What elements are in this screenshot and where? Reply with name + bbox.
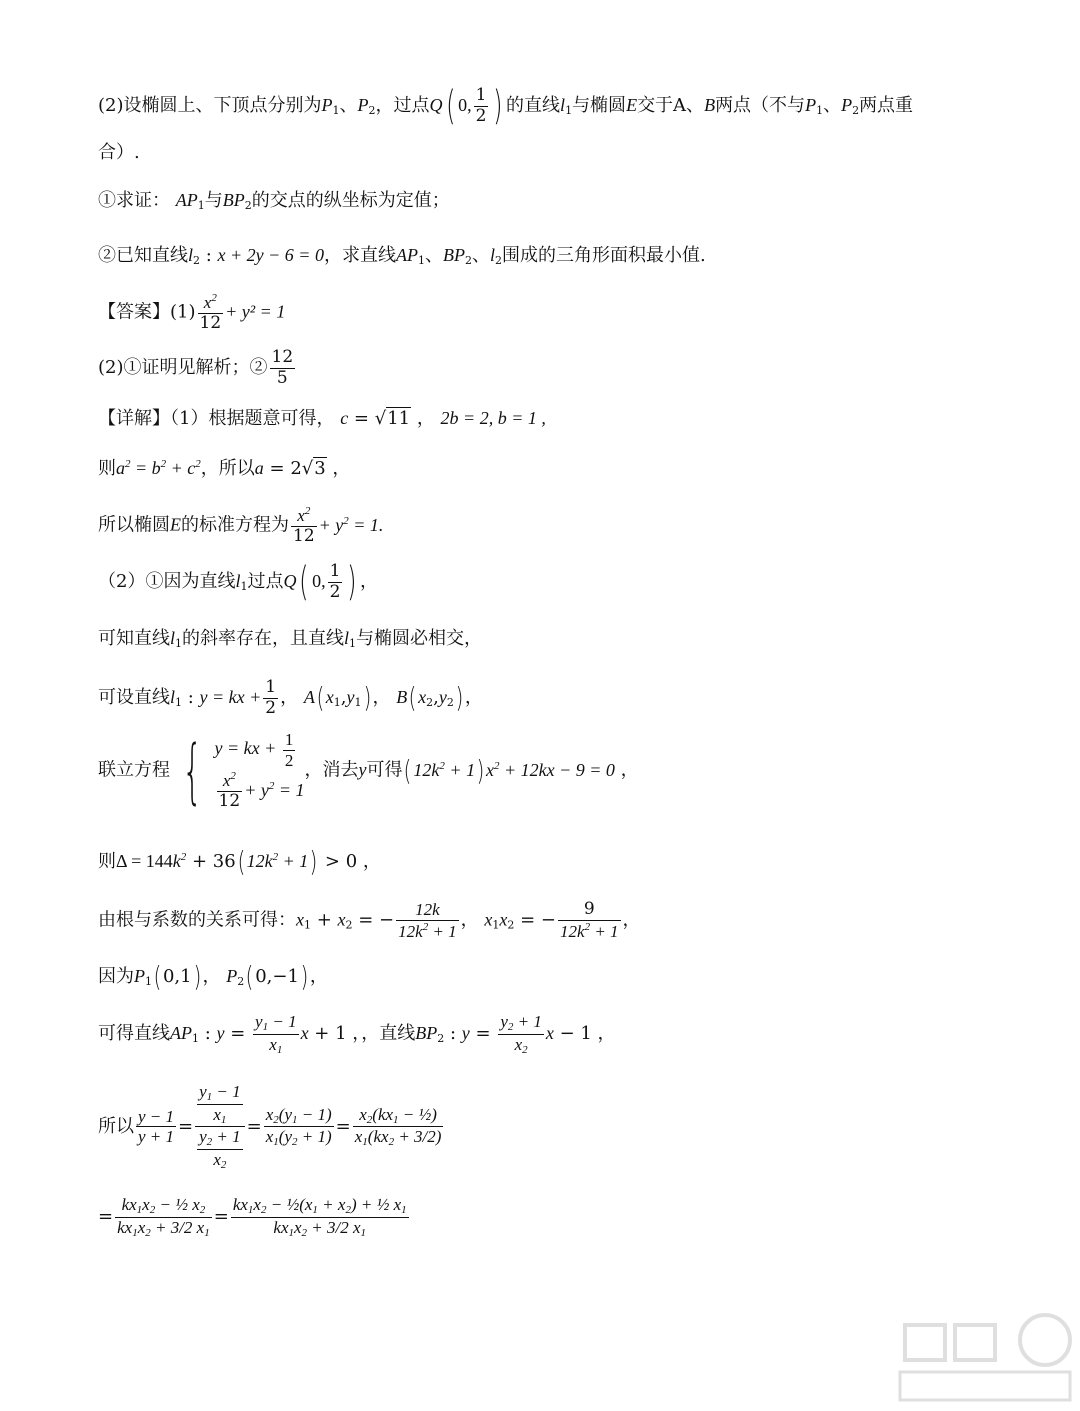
q2-text: 的直线	[506, 95, 561, 117]
q2-text: 合）.	[98, 142, 140, 163]
answer-line-1: 【答案】(1) $\frac{x^2}{12}$ + y² = 1	[98, 292, 286, 333]
sub1-text: 的交点的纵坐标为定值；	[251, 190, 450, 211]
detail-line-13: = $\frac{kx_1x_2 - \frac{1}{2} x_2}{kx_1x_2 + 3/2 x_1}$ = $\frac{kx_1x_2 - \frac{1}{2}(x_1 + x_2) + \frac{1}{2} x_1}{kx_1x_2 + 3/2 x_1}$	[98, 1195, 407, 1239]
detail-line-7: 联立方程 { y = kx + $\frac{1}{2}$ $\frac{x^2}{12}$ + $y^2 = 1$ ，消去y可得$(12k^2 + 1)x^2 + 12kx - 9 = 0$ ，	[98, 729, 639, 812]
detail-text: 联立方程	[98, 759, 170, 781]
detail-text: 所以	[98, 1115, 134, 1137]
sub2-text: 围成的三角形面积最小值.	[501, 245, 706, 266]
answer-part2: (2)①证明见解析；②	[98, 357, 268, 379]
line-l2-equation: x + 2y − 6 = 0	[217, 245, 324, 265]
q2-line-1: (2)设椭圆上、下顶点分别为$P_1$、$P_2$，过点Q( 0, $\frac{1}{2}$ ) 的直线$l_1$与椭圆E交于A、B两点（不与$P_1$、$P_2$两点重	[98, 83, 914, 130]
detail-text: ，消去	[304, 759, 359, 781]
q2-sub2: ②已知直线$l_2$ : x + 2y − 6 = 0，求直线$AP_1$、$BP_2$、$l_2$围成的三角形面积最小值.	[98, 245, 706, 267]
detail-text: 与椭圆必相交，	[356, 628, 483, 649]
answer-value-den: 5	[276, 367, 288, 388]
detail-text: 所以椭圆	[98, 514, 170, 536]
q2-text: 两点（不与	[715, 95, 806, 117]
detail-text: ，所以	[200, 458, 255, 479]
detail-text: 可得	[366, 759, 403, 781]
watermark-logo-icon	[895, 1310, 1075, 1405]
detail-text: （2）①因为直线	[98, 571, 236, 593]
q2-line-2	[98, 142, 1020, 164]
detail-line-10: 因为$P_1(0,1)$， $P_2(0,-1)$，	[98, 960, 328, 993]
detail-line-5: 可知直线$l_1$的斜率存在，且直线$l_1$与椭圆必相交，	[98, 628, 483, 650]
detail-line-6: 可设直线$l_1$ : y = kx + $\frac{1}{2}$ ， $A(x_1,y_1)$， $B(x_2,y_2)$，	[98, 677, 483, 718]
detail-text: 则	[98, 458, 116, 479]
sub1-text: ①求证：	[98, 190, 170, 211]
sub2-text: ②已知直线	[98, 245, 188, 266]
detail-text: 的标准方程为	[181, 514, 289, 536]
detail-text: （1）根据题意可得，	[170, 408, 335, 429]
answer-equation: + y² = 1	[225, 301, 286, 322]
detail-label: 【详解】	[98, 408, 170, 429]
answer-line-2	[98, 348, 1020, 388]
detail-text: ，直线	[361, 1023, 416, 1045]
detail-text: 的斜率存在，且直线	[182, 628, 345, 649]
q2-sub1: ①求证： $AP_1$与$BP_2$的交点的纵坐标为定值；	[98, 190, 450, 212]
detail-line-11: 可得直线$AP_1$ : y = $\frac{y_1 - 1}{x_1}$ x + 1 ，，直线$BP_2$ : y = $\frac{y_2 + 1}{x_2}$ x − 1 ，	[98, 1012, 616, 1056]
detail-text: 因为	[98, 966, 134, 987]
detail-line-1: 【详解】（1）根据题意可得， c = √11 ， 2b = 2, b = 1 ,	[98, 408, 546, 429]
detail-text: 由根与系数的关系可得：	[98, 909, 296, 931]
detail-text: 可得直线	[98, 1023, 170, 1045]
detail-line-8: 则$\Delta = 144k^2 + 36(12k^2 + 1) > 0$ ，	[98, 845, 381, 878]
detail-line-4: （2）①因为直线$l_1$过点Q( 0, $\frac{1}{2}$ ) ，	[98, 559, 379, 606]
detail-text: 过点	[247, 571, 284, 593]
answer-part1: (1)	[170, 301, 196, 323]
q2-text: 交于A、	[637, 95, 705, 117]
detail-text: 可设直线	[98, 687, 170, 709]
detail-line-9: 由根与系数的关系可得：$x_1 + x_2$ = − $\frac{12k}{12k^2 + 1}$ ， $x_1x_2$ = − $\frac{9}{12k^2 + 1}$ ，	[98, 899, 641, 941]
q2-label: (2)	[98, 95, 124, 117]
q2-text: 设椭圆上、下顶点分别为	[123, 95, 322, 117]
q2-text: 两点重	[859, 95, 914, 117]
answer-value-num: 12	[271, 347, 294, 367]
answer-label: 【答案】	[98, 301, 170, 323]
detail-eq: 2b = 2, b = 1 ,	[440, 408, 546, 428]
q2-text: 与椭圆	[572, 95, 627, 117]
sub1-text: 与	[204, 190, 223, 211]
detail-text: 可知直线	[98, 628, 170, 649]
detail-line-12: 所以 $\frac{y - 1}{y + 1}$ = $\frac{\frac{y_1 - 1}{x_1}}{\frac{y_2 + 1}{x_2}}$ = $\frac{x_2(y_1 - 1)}{x_1(y_2 + 1)}$ = $\frac{x_2(kx_1 - \frac{1}{2})}{x_1(kx_2 + 3/2)}$	[98, 1082, 442, 1171]
detail-text: 则	[98, 851, 116, 872]
sub2-text: ，求直线	[323, 245, 396, 266]
detail-line-2: 则$a^2 = b^2 + c^2$，所以a = 2√3 ，	[98, 458, 351, 479]
detail-line-3: 所以椭圆E的标准方程为 $\frac{x^2}{12}$ + $y^2 = 1$.	[98, 505, 384, 546]
q2-text: ，过点	[375, 95, 430, 117]
